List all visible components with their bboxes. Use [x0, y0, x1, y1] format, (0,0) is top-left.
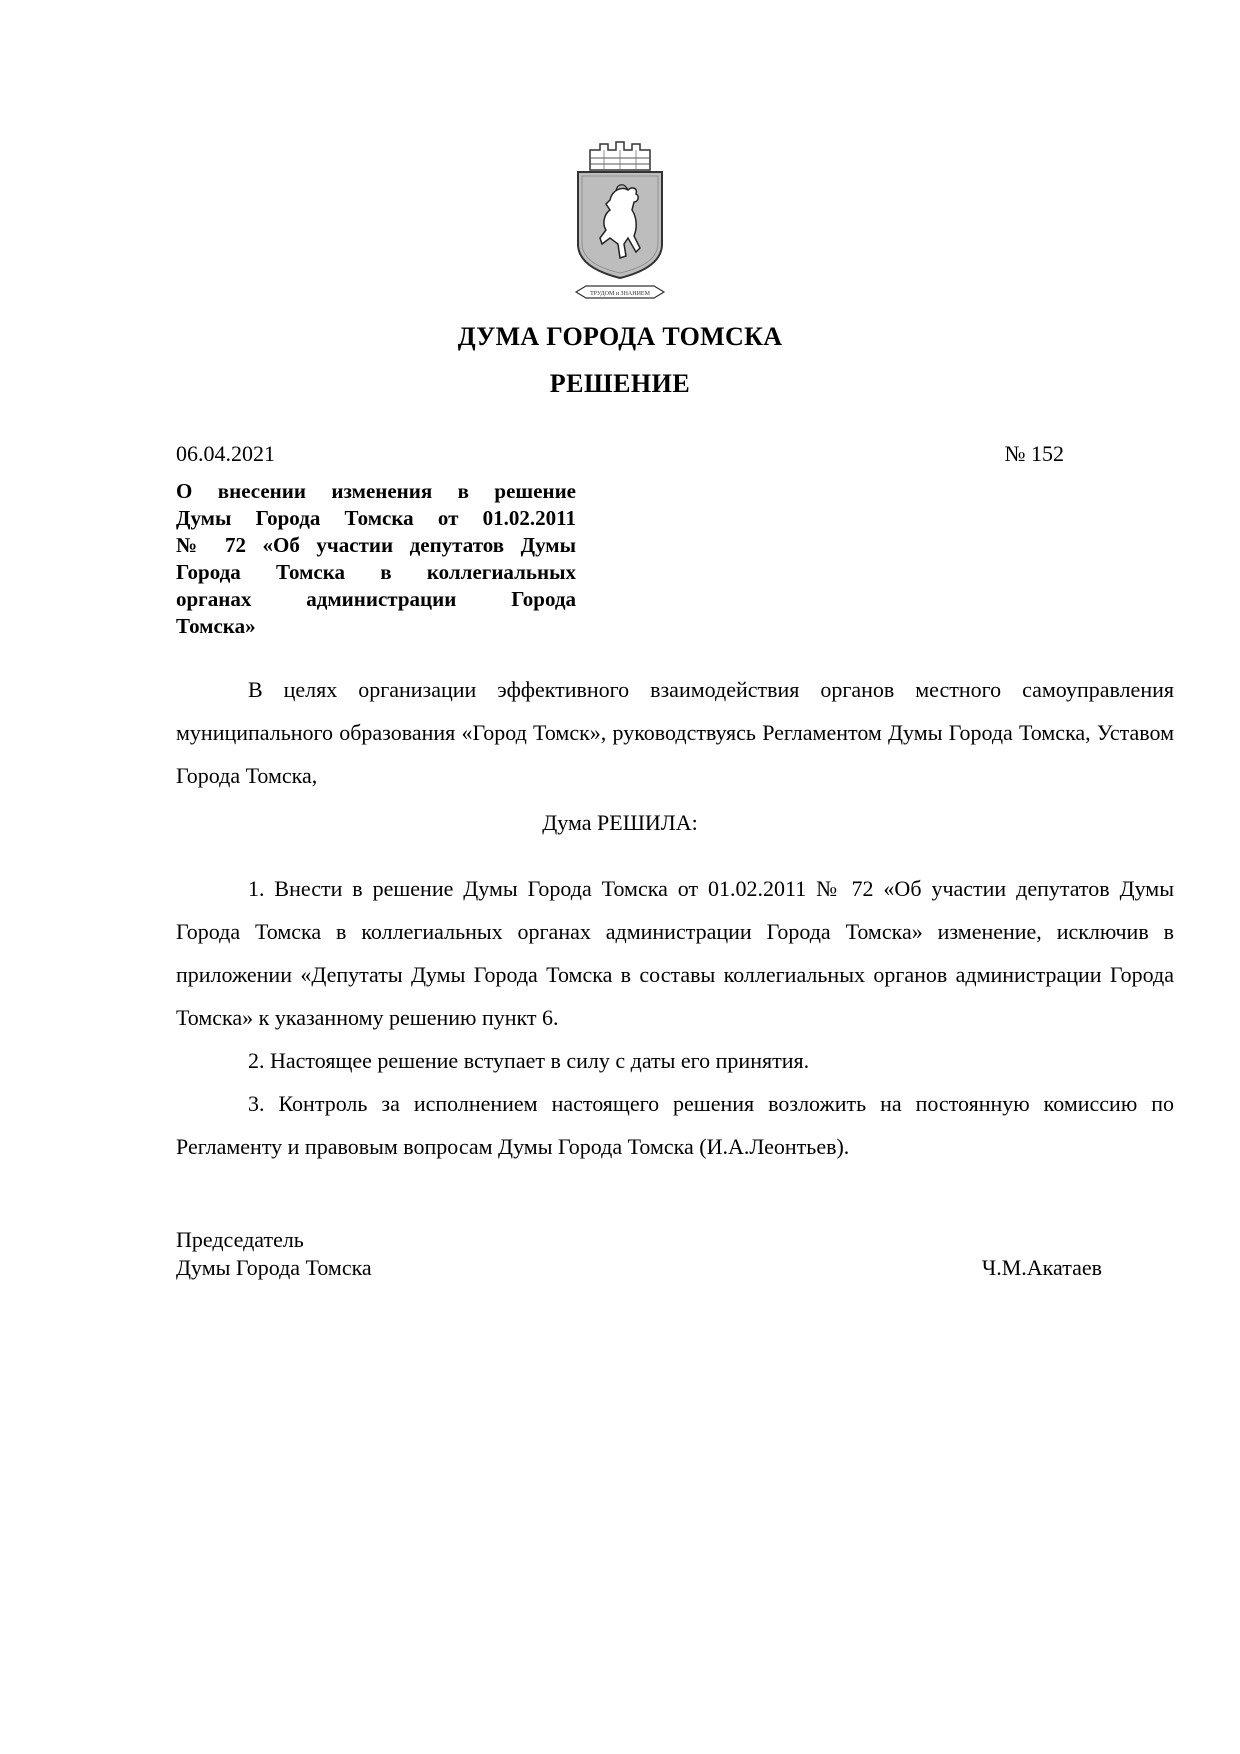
subject-line: О внесении изменения в решение [176, 479, 576, 503]
resolution-items [176, 867, 1174, 1168]
resolution-item: 3. Контроль за исполнением настоящего решения возложить на постоянную комиссию по Регламенту и правовым вопросам Думы Города Томска (И.А.Леонтьев). [176, 1091, 1174, 1159]
signatory-position [176, 1226, 372, 1282]
subject-line: Томска» [176, 614, 256, 638]
document-date: 06.04.2021 [176, 441, 275, 466]
signatory-position-line: Думы Города Томска [176, 1255, 372, 1280]
preamble [176, 668, 1174, 797]
document-number: № 152 [1004, 441, 1064, 466]
signatory-position-line: Председатель [176, 1227, 304, 1252]
resolved-label: Дума РЕШИЛА: [542, 810, 698, 835]
subject-line: органах администрации Города [176, 587, 576, 611]
document-kind: РЕШЕНИЕ [549, 369, 691, 398]
organization-title: ДУМА ГОРОДА ТОМСКА [457, 322, 783, 351]
emblem-motto: ТРУДОМ и ЗНАНИЕМ [590, 291, 650, 297]
subject-line: Города Томска в коллегиальных [176, 560, 576, 584]
document-subject [176, 478, 576, 640]
resolution-item: 1. Внести в решение Думы Города Томска от 01.02.2011 № 72 «Об участии депутатов Думы Города Томска в коллегиальных органах администрации Города Томска» изменение, исключив в приложении «Депутаты Думы Города Томска в составы коллегиальных органов администрации Города Томска» к указанному решению пункт 6. [176, 876, 1174, 1030]
preamble-text: В целях организации эффективного взаимодействия органов местного самоуправления муниципального образования «Город Томск», руководствуясь Регламентом Думы Города Томска, Уставом Города Томска, [176, 677, 1174, 788]
subject-line: Думы Города Томска от 01.02.2011 [176, 506, 576, 530]
tomsk-coat-of-arms-icon [572, 140, 668, 318]
signatory-name: Ч.М.Акатаев [981, 1255, 1102, 1280]
subject-line: № 72 «Об участии депутатов Думы [176, 533, 576, 557]
resolution-item: 2. Настоящее решение вступает в силу с даты его принятия. [248, 1048, 810, 1073]
